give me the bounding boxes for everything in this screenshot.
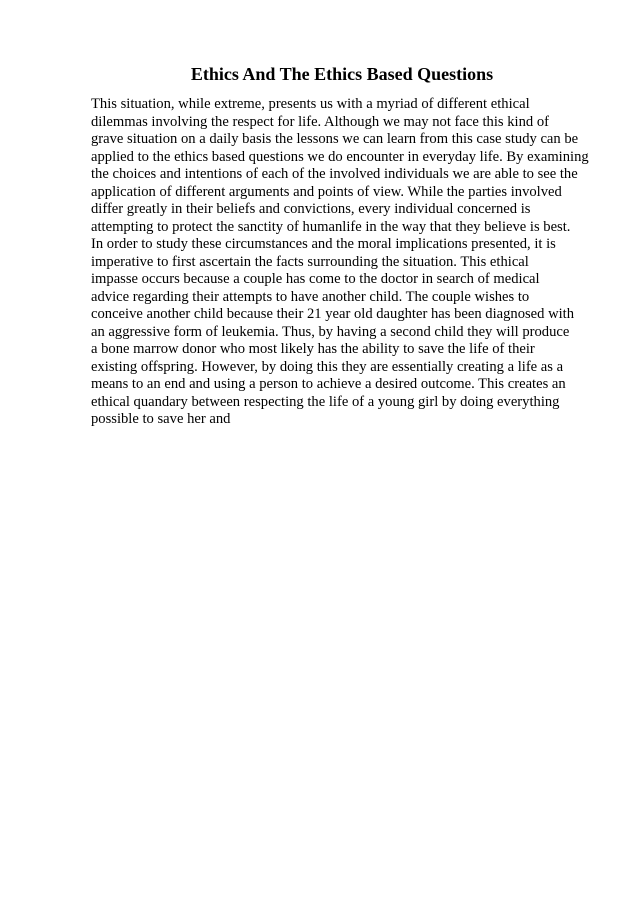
body-line: In order to study these circumstances and the moral implications presented, it is — [91, 236, 556, 252]
body-line: differ greatly in their beliefs and convictions, every individual concerned is — [91, 201, 531, 217]
body-line: dilemmas involving the respect for life. Although we may not face this kind of — [91, 113, 549, 130]
body-line: applied to the ethics based questions we do encounter in everyday life. By examining — [91, 148, 589, 165]
body-line: an aggressive form of leukemia. Thus, by having a second child they will produce — [91, 323, 570, 340]
body-line: application of different arguments and points of view. While the parties involved — [91, 183, 562, 200]
document-body — [91, 96, 611, 429]
body-line: This situation, while extreme, presents us with a myriad of different ethical — [91, 96, 530, 112]
body-line: attempting to protect the sanctity of humanlife in the way that they believe is best. — [91, 218, 571, 235]
body-line: means to an end and using a person to achieve a desired outcome. This creates an — [91, 376, 566, 392]
body-line: ethical quandary between respecting the life of a young girl by doing everything — [91, 393, 560, 410]
body-line: a bone marrow donor who most likely has the ability to save the life of their — [91, 341, 535, 357]
body-line: impasse occurs because a couple has come to the doctor in search of medical — [91, 271, 540, 287]
body-line: imperative to first ascertain the facts surrounding the situation. This ethical — [91, 253, 529, 270]
body-line: advice regarding their attempts to have another child. The couple wishes to — [91, 288, 530, 305]
body-line: conceive another child because their 21 year old daughter has been diagnosed with — [91, 306, 575, 322]
body-line: existing offspring. However, by doing this they are essentially creating a life as a — [91, 358, 564, 375]
document-title: Ethics And The Ethics Based Questions — [190, 64, 494, 84]
body-line: the choices and intentions of each of the involved individuals we are able to see the — [91, 166, 578, 182]
body-line: possible to save her and — [91, 411, 231, 427]
body-line: grave situation on a daily basis the lessons we can learn from this case study can be — [91, 131, 579, 147]
